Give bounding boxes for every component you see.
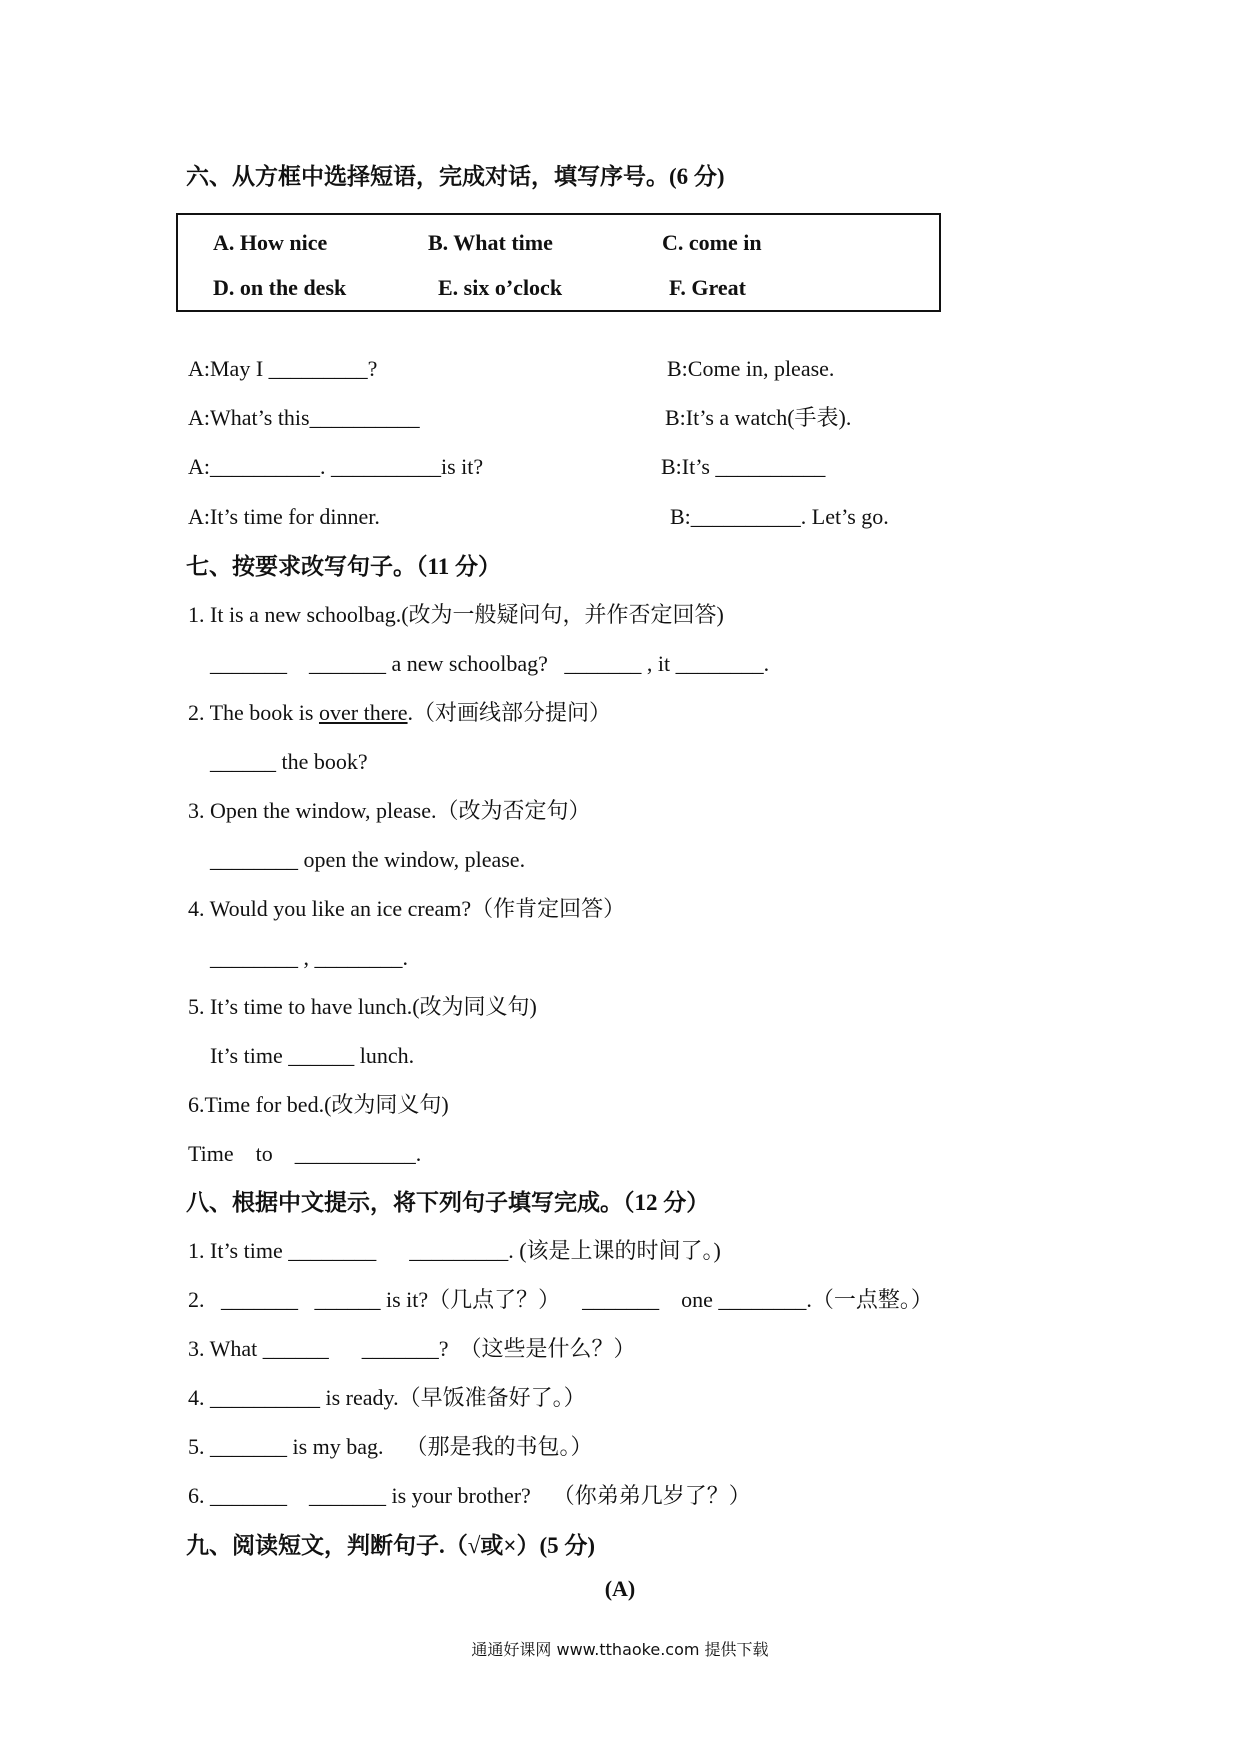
- rewrite-1-prompt: 1. It is a new schoolbag.(改为一般疑问句，并作否定回答): [188, 602, 724, 627]
- section-9-heading: 九、阅读短文，判断句子.（√或×）(5 分): [186, 1533, 596, 1558]
- fill-3: 3. What ______ _______? （这些是什么？）: [188, 1336, 636, 1361]
- fill-6: 6. _______ _______ is your brother? （你弟弟几岁了？）: [188, 1483, 751, 1508]
- rewrite-2-text: 2. The book is: [188, 700, 319, 725]
- fill-5: 5. _______ is my bag. （那是我的书包。）: [188, 1434, 593, 1459]
- rewrite-4-answer: ________ , ________.: [188, 945, 408, 970]
- dialog-2-b: B:It’s a watch(手表).: [665, 405, 852, 430]
- fill-2: 2. _______ ______ is it?（几点了？） _______ one ________.（一点整。）: [188, 1287, 933, 1312]
- fill-1: 1. It’s time ________ _________. (该是上课的时间了。): [188, 1238, 721, 1263]
- rewrite-2-prompt: [188, 702, 611, 724]
- dialog-3-a: A:__________. __________is it?: [188, 454, 484, 479]
- dialog-2-a: A:What’s this__________: [188, 405, 420, 430]
- rewrite-1-answer: _______ _______ a new schoolbag? _______ , it ________.: [188, 651, 770, 676]
- option-e: E. six o’clock: [438, 275, 563, 300]
- option-d: D. on the desk: [213, 275, 347, 300]
- option-f: F. Great: [669, 275, 746, 300]
- rewrite-2-instruction: .（对画线部分提问）: [407, 700, 612, 725]
- rewrite-2-answer: ______ the book?: [188, 749, 368, 774]
- rewrite-5-prompt: 5. It’s time to have lunch.(改为同义句): [188, 994, 537, 1019]
- options-box: [176, 213, 941, 312]
- rewrite-6-answer: Time to ___________.: [188, 1141, 422, 1166]
- dialog-3-b: B:It’s __________: [661, 454, 826, 479]
- section-7-heading: 七、按要求改写句子。（11 分）: [186, 554, 501, 579]
- passage-label: (A): [604, 1576, 636, 1601]
- dialog-4-a: A:It’s time for dinner.: [188, 504, 380, 529]
- rewrite-4-prompt: 4. Would you like an ice cream?（作肯定回答）: [188, 896, 626, 921]
- rewrite-5-answer: It’s time ______ lunch.: [188, 1043, 415, 1068]
- fill-4: 4. __________ is ready.（早饭准备好了。）: [188, 1385, 586, 1410]
- rewrite-3-answer: ________ open the window, please.: [188, 847, 526, 872]
- rewrite-6-prompt: 6.Time for bed.(改为同义句): [188, 1092, 449, 1117]
- option-a: A. How nice: [213, 230, 328, 255]
- rewrite-3-prompt: 3. Open the window, please.（改为否定句）: [188, 798, 591, 823]
- dialog-1-b: B:Come in, please.: [667, 356, 835, 381]
- section-6-heading: 六、从方框中选择短语，完成对话，填写序号。(6 分): [186, 164, 725, 189]
- option-b: B. What time: [428, 230, 553, 255]
- underlined-phrase: over there: [318, 700, 408, 725]
- dialog-4-b: B:__________. Let’s go.: [670, 504, 889, 529]
- footer-source: 通通好课网 www.tthaoke.com 提供下载: [471, 1640, 769, 1659]
- dialog-1-a: A:May I _________?: [188, 356, 378, 381]
- option-c: C. come in: [662, 230, 762, 255]
- section-8-heading: 八、根据中文提示，将下列句子填写完成。（12 分）: [186, 1190, 710, 1215]
